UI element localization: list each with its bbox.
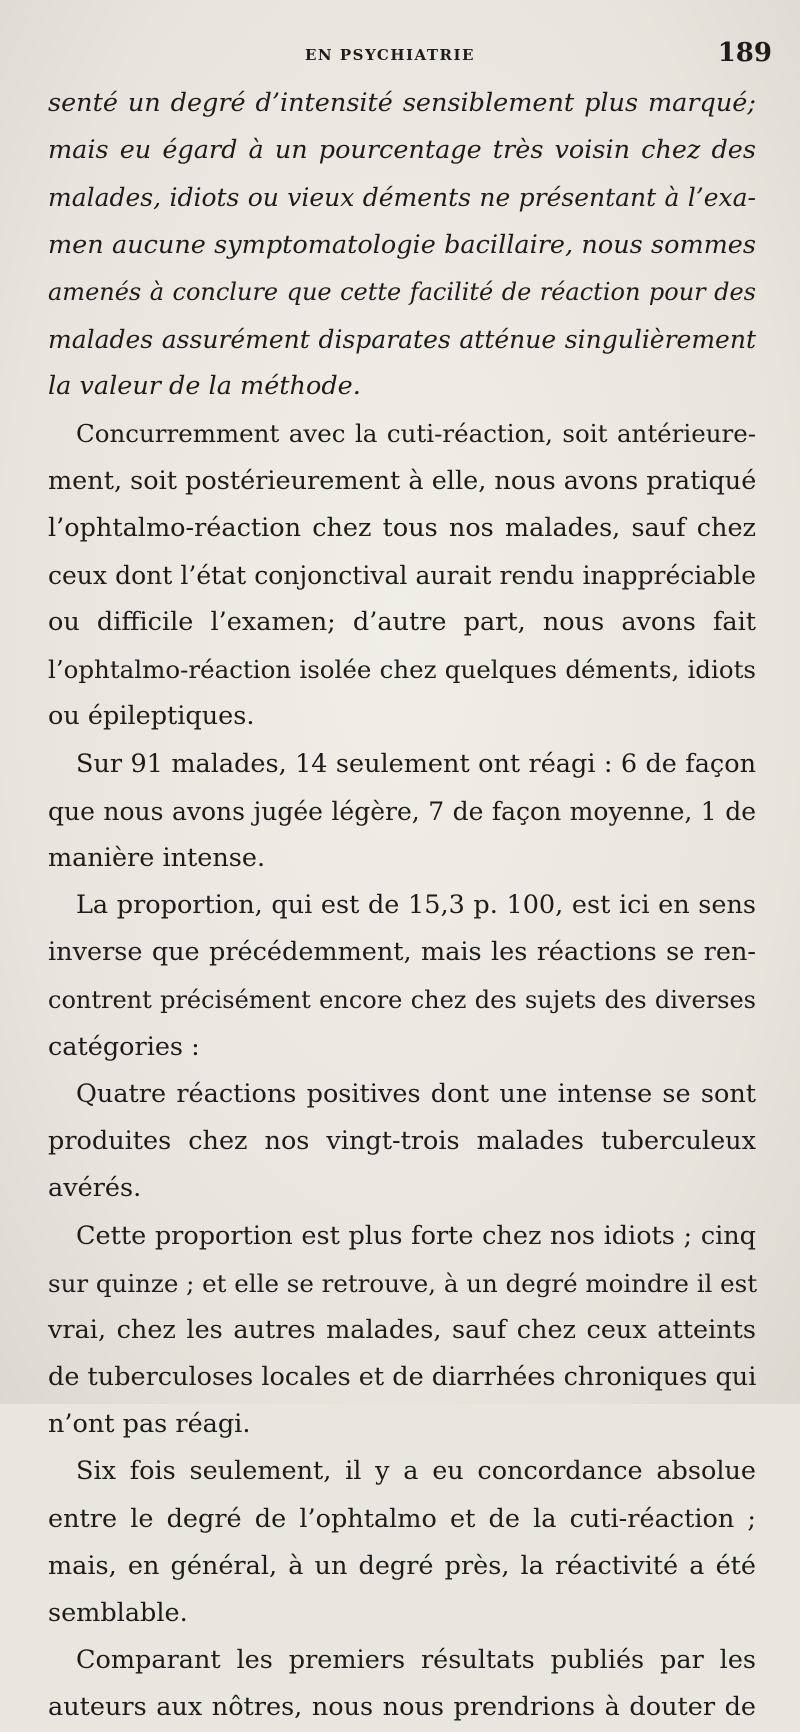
text-line: men aucune symptomatologie bacillaire, nous sommes [48, 229, 756, 260]
running-head: EN PSYCHIATRIE [305, 46, 475, 64]
text-line: produites chez nos vingt-trois malades tuberculeux [48, 1126, 756, 1157]
text-line: auteurs aux nôtres, nous nous prendrions à douter de [48, 1692, 756, 1723]
text-line: semblable. [48, 1598, 188, 1628]
text-line: Sur 91 malades, 14 seulement ont réagi : 6 de façon [76, 748, 756, 779]
text-line: inverse que précédemment, mais les réactions se ren- [48, 937, 756, 968]
text-line: l’ophtalmo-réaction isolée chez quelques déments, idiots [48, 655, 756, 685]
text-line: manière intense. [48, 843, 266, 873]
text-line: mais eu égard à un pourcentage très voisin chez des [48, 135, 756, 166]
text-line: avérés. [48, 1173, 142, 1204]
text-line: contrent précisément encore chez des sujets des diverses [48, 985, 756, 1014]
text-line: Quatre réactions positives dont une intense se sont [76, 1078, 756, 1109]
text-line: malades, idiots ou vieux déments ne présentant à l’exa- [48, 183, 756, 213]
page-number: 189 [717, 38, 772, 68]
page-header [0, 38, 800, 78]
text-line: la valeur de la méthode. [48, 371, 361, 402]
text-line: ceux dont l’état conjonctival aurait rendu inappréciable [48, 560, 756, 590]
text-line: catégories : [48, 1031, 200, 1062]
text-line: Six fois seulement, il y a eu concordance absolue [76, 1456, 756, 1487]
text-line: ou épileptiques. [48, 701, 255, 732]
text-line: n’ont pas réagi. [48, 1409, 251, 1440]
text-line: que nous avons jugée légère, 7 de façon moyenne, 1 de [48, 796, 756, 826]
text-line: l’ophtalmo-réaction chez tous nos malades, sauf chez [48, 512, 756, 543]
text-line: senté un degré d’intensité sensiblement plus marqué; [48, 88, 756, 118]
text-line: mais, en général, à un degré près, la réactivité a été [48, 1550, 756, 1581]
text-line: sur quinze ; et elle se retrouve, à un degré moindre il est [48, 1268, 758, 1298]
text-line: Concurremment avec la cuti-réaction, soit antérieure- [76, 419, 756, 449]
text-line: de tuberculoses locales et de diarrhées chroniques qui [48, 1362, 757, 1393]
text-line: ment, soit postérieurement à elle, nous avons pratiqué [48, 465, 757, 496]
text-line: Cette proportion est plus forte chez nos idiots ; cinq [76, 1220, 756, 1251]
text-line: entre le degré de l’ophtalmo et de la cuti-réaction ; [48, 1503, 756, 1534]
body-text [48, 80, 756, 1732]
text-line: La proportion, qui est de 15,3 p. 100, est ici en sens [76, 890, 756, 921]
text-line: ou difficile l’examen; d’autre part, nous avons fait [48, 607, 756, 638]
text-line: Comparant les premiers résultats publiés par les [76, 1645, 756, 1676]
text-line: amenés à conclure que cette facilité de réaction pour des [48, 277, 756, 306]
text-line: malades assurément disparates atténue singulièrement [48, 324, 756, 354]
text-line: vrai, chez les autres malades, sauf chez ceux atteints [48, 1314, 756, 1345]
